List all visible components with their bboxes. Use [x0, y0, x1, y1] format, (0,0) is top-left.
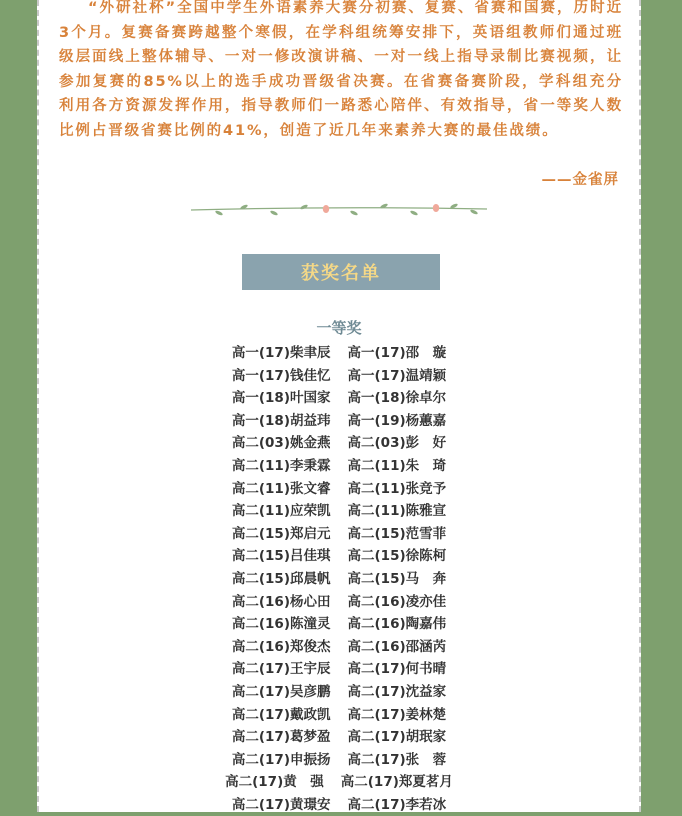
awards-title-banner: 获奖名单	[242, 254, 440, 290]
winner-name: 高二(11)朱 琦	[347, 457, 447, 474]
winner-name: 高二(15)马 奔	[347, 570, 447, 587]
winner-name: 高二(17)戴政凯	[231, 706, 331, 723]
list-item	[39, 591, 639, 614]
winner-name: 高二(15)邱晨帆	[231, 570, 331, 587]
list-item	[39, 342, 639, 365]
article-card	[37, 0, 641, 812]
winner-name: 高一(18)胡益玮	[231, 412, 331, 429]
winner-name: 高二(17)胡珉家	[347, 729, 447, 746]
winner-name: 高二(17)王宇辰	[231, 661, 331, 678]
winner-name: 高二(17)沈益家	[347, 683, 447, 700]
winner-name: 高二(03)彭 好	[347, 435, 447, 452]
list-item	[39, 432, 639, 455]
winner-name: 高二(17)吴彦鹏	[231, 683, 331, 700]
winner-name: 高二(16)郑俊杰	[231, 638, 331, 655]
winner-name: 高二(15)徐陈柯	[347, 548, 447, 565]
list-item	[39, 387, 639, 410]
winner-name: 高二(17)黄 强	[225, 774, 324, 791]
winner-name: 高一(17)温靖颖	[347, 367, 447, 384]
list-item	[39, 771, 639, 794]
winner-name: 高二(16)杨心田	[231, 593, 331, 610]
winner-name: 高二(15)吕佳琪	[231, 548, 331, 565]
floral-divider-icon	[189, 198, 489, 222]
intro-paragraph: “外研社杯”全国中学生外语素养大赛分初赛、复赛、省赛和国赛，历时近3个月。复赛备赛跨越整个寒假，在学科组统筹安排下，英语组教师们通过班级层面线上整体辅导、一对一修改演讲稿、一对一线上指导录制比赛视频，让参加复赛的85%以上的选手成功晋级省决赛。在省赛备赛阶段，学科组充分利用各方资源发挥作用，指导教师们一路悉心陪伴、有效指导，省一等奖人数比例占晋级省赛比例的41%，创造了近几年来素养大赛的最佳战绩。	[59, 0, 623, 139]
winner-name: 高二(17)黄璟安	[231, 796, 331, 813]
winner-name: 高二(16)凌亦佳	[347, 593, 447, 610]
winner-name: 高二(03)姚金燕	[231, 435, 331, 452]
winner-name: 高二(11)李秉霖	[231, 457, 331, 474]
winner-name: 高二(17)姜林楚	[347, 706, 447, 723]
list-item	[39, 478, 639, 501]
winner-name: 高二(16)陈潼灵	[231, 616, 331, 633]
winner-name: 高二(17)李若冰	[347, 796, 447, 813]
list-item	[39, 749, 639, 772]
winner-name: 高二(17)郑夏茗月	[340, 774, 453, 791]
winner-name: 高一(17)钱佳忆	[231, 367, 331, 384]
list-item	[39, 545, 639, 568]
list-item	[39, 500, 639, 523]
winner-name: 高二(16)陶嘉伟	[347, 616, 447, 633]
winner-name: 高二(17)张 蓉	[347, 751, 447, 768]
winner-name: 高一(17)柴聿辰	[231, 345, 331, 361]
list-item	[39, 410, 639, 433]
winner-name: 高一(19)杨蕙嘉	[347, 412, 447, 429]
winners-list	[39, 342, 639, 816]
winner-name: 高一(17)邵 璇	[347, 345, 447, 361]
list-item	[39, 568, 639, 591]
list-item	[39, 726, 639, 749]
winner-name: 高二(15)范雪菲	[347, 525, 447, 542]
list-item	[39, 613, 639, 636]
winner-name: 高一(18)叶国家	[231, 390, 331, 407]
list-item	[39, 636, 639, 659]
list-item	[39, 681, 639, 704]
winner-name: 高二(11)陈雅宣	[347, 503, 447, 520]
list-item	[39, 365, 639, 388]
winner-name: 高二(15)郑启元	[231, 525, 331, 542]
winner-name: 高二(17)何书晴	[347, 661, 447, 678]
first-prize-heading: 一等奖	[316, 319, 362, 337]
list-item	[39, 455, 639, 478]
winner-name: 高一(18)徐卓尔	[347, 390, 447, 407]
list-item	[39, 658, 639, 681]
winner-name: 高二(11)张文睿	[231, 480, 331, 497]
winner-name: 高二(17)申振扬	[231, 751, 331, 768]
list-item	[39, 523, 639, 546]
winner-name: 高二(11)张竞予	[347, 480, 447, 497]
list-item	[39, 704, 639, 727]
author-signature: ——金雀屏	[541, 172, 619, 188]
winner-name: 高二(11)应荣凯	[231, 503, 331, 520]
winner-name: 高二(16)邵涵芮	[347, 638, 447, 655]
winner-name: 高二(17)葛梦盈	[231, 729, 331, 746]
list-item	[39, 794, 639, 816]
